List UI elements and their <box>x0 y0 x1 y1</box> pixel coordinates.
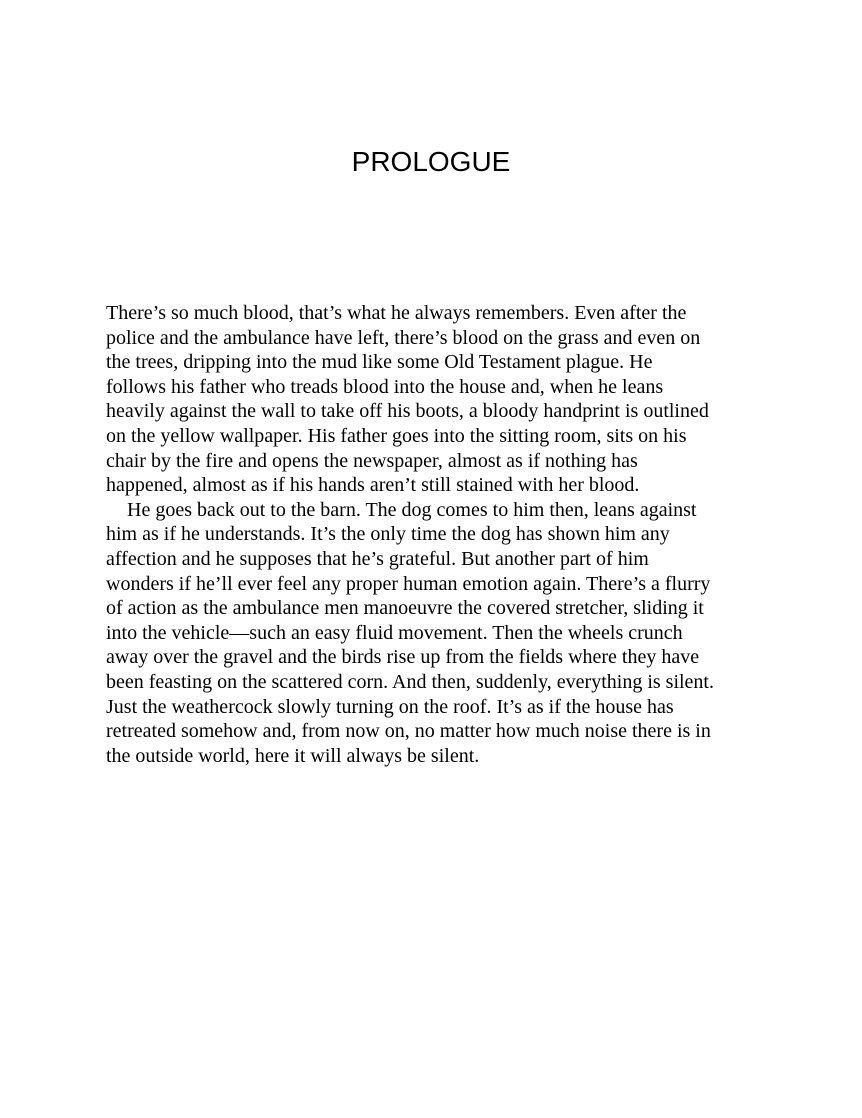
text-line: heavily against the wall to take off his boots, a bloody handprint is outlined <box>106 400 709 423</box>
text-line: police and the ambulance have left, there’s blood on the grass and even on <box>106 326 701 349</box>
chapter-body <box>106 301 760 768</box>
text-line: retreated somehow and, from now on, no matter how much noise there is in <box>106 720 711 743</box>
text-line: Just the weathercock slowly turning on the roof. It’s as if the house has <box>106 695 674 718</box>
text-line: of action as the ambulance men manoeuvre the covered stretcher, sliding it <box>106 597 704 620</box>
paragraph-2 <box>106 498 760 769</box>
paragraph-1 <box>106 301 760 498</box>
text-line: follows his father who treads blood into the house and, when he leans <box>106 375 664 398</box>
text-line: There’s so much blood, that’s what he always remembers. Even after the <box>106 302 687 324</box>
text-line: into the vehicle—such an easy fluid movement. Then the wheels crunch <box>106 621 683 644</box>
text-line: He goes back out to the barn. The dog comes to him then, leans against <box>127 498 697 521</box>
text-line: happened, almost as if his hands aren’t still stained with her blood. <box>106 474 640 497</box>
text-line: him as if he understands. It’s the only time the dog has shown him any <box>106 523 670 546</box>
text-line: wonders if he’ll ever feel any proper human emotion again. There’s a flurry <box>106 572 711 595</box>
text-line: chair by the fire and opens the newspaper, almost as if nothing has <box>106 449 638 472</box>
text-line: on the yellow wallpaper. His father goes into the sitting room, sits on his <box>106 424 687 447</box>
text-line: the trees, dripping into the mud like some Old Testament plague. He <box>106 351 653 374</box>
text-line: away over the gravel and the birds rise up from the fields where they have <box>106 646 700 669</box>
chapter-title: PROLOGUE <box>351 146 511 177</box>
text-line: been feasting on the scattered corn. And then, suddenly, everything is silent. <box>106 670 714 693</box>
text-line: the outside world, here it will always be silent. <box>106 744 480 767</box>
text-line: affection and he supposes that he’s grateful. But another part of him <box>106 547 649 570</box>
